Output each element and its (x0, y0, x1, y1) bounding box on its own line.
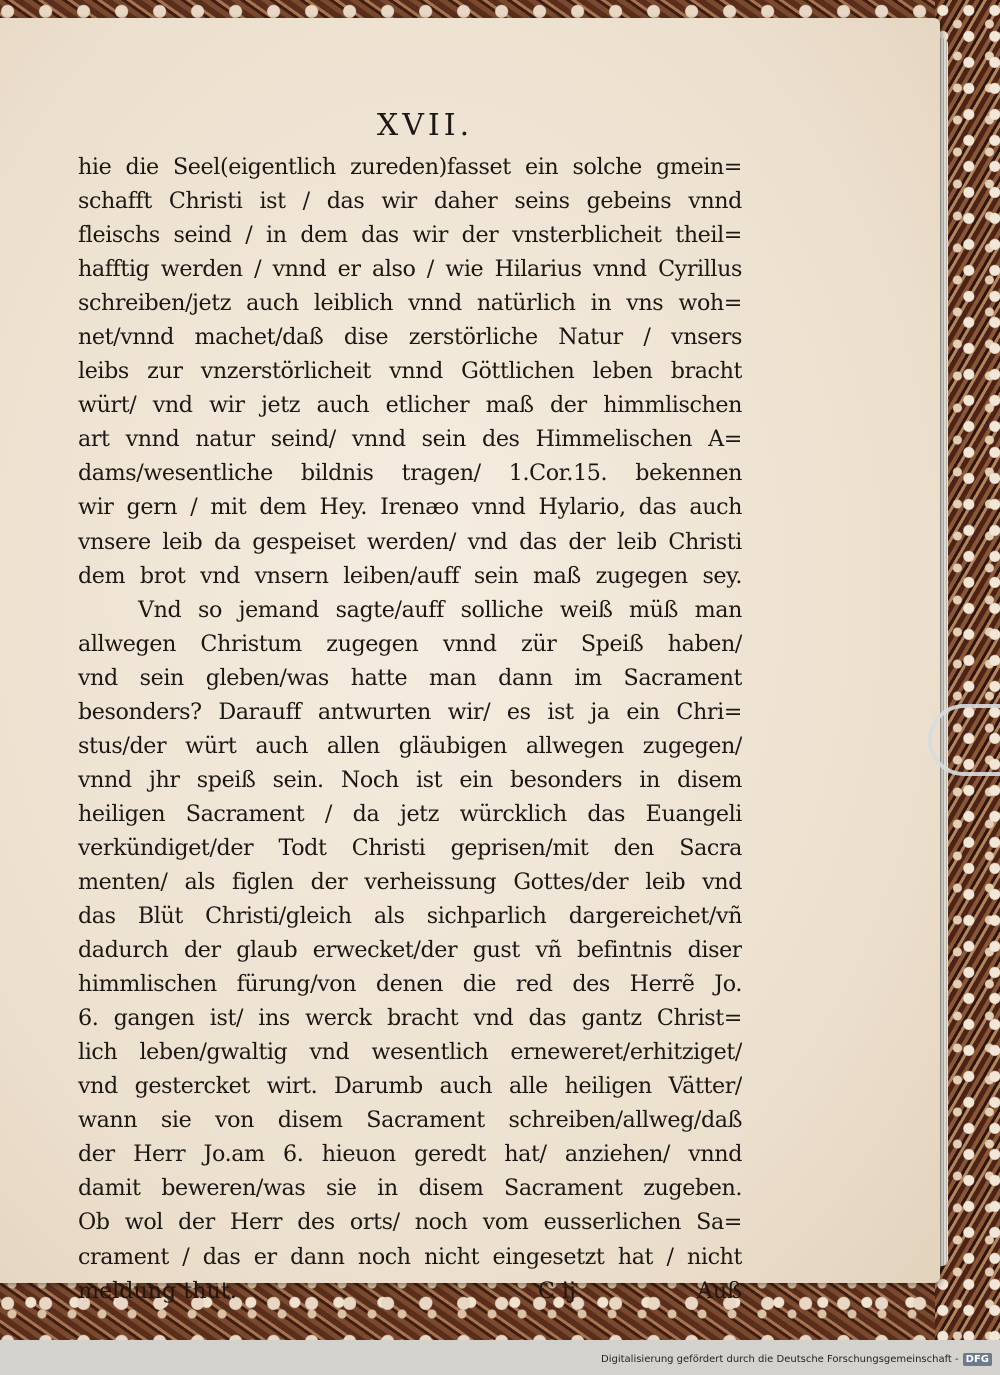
text-line: net/vnnd machet/daß dise zerstörliche Natur / vnsers (78, 324, 742, 351)
text-line: vnsere leib da gespeiset werden/ vnd das der leib Christi (78, 528, 742, 555)
text-line: dams/wesentliche bildnis tragen/ 1.Cor.15. bekennen (78, 460, 742, 487)
footer-credit: Digitalisierung gefördert durch die Deutsche Forschungsgemeinschaft - (601, 1354, 959, 1365)
catchword: Auß (696, 1277, 742, 1304)
text-line: schreiben/jetz auch leiblich vnnd natürlich in vns woh= (78, 290, 742, 317)
text-line: vnd gestercket wirt. Darumb auch alle heiligen Vätter/ (78, 1073, 742, 1100)
text-line: verkündiget/der Todt Christi geprisen/mit den Sacra (78, 834, 742, 861)
text-line: vnnd jhr speiß sein. Noch ist ein besonders in disem (78, 766, 742, 793)
text-lines (78, 150, 742, 1274)
text-line: 6. gangen ist/ ins werck bracht vnd das gantz Christ= (78, 1005, 742, 1032)
text-line: menten/ als figlen der verheissung Gottes/der leib vnd (78, 868, 742, 895)
footer (601, 1353, 992, 1366)
signature-mark: C ij (537, 1277, 576, 1304)
text-line: crament / das er dann noch nicht eingesetzt hat / nicht (78, 1243, 742, 1270)
text-line: leibs zur vnzerstörlicheit vnnd Göttlichen leben bracht (78, 358, 742, 385)
text-line: damit beweren/was sie in disem Sacrament zugeben. (78, 1175, 742, 1202)
text-line: Vnd so jemand sagte/auff solliche weiß müß man (138, 596, 742, 623)
text-line: besonders? Darauff antwurten wir/ es ist ja ein Chri= (78, 698, 742, 725)
text-line: himmlischen fürung/von denen die red des Herrẽ Jo. (78, 971, 742, 998)
text-line: hafftig werden / vnnd er also / wie Hilarius vnnd Cyrillus (78, 256, 742, 283)
text-line: stus/der würt auch allen gläubigen allwegen zugegen/ (78, 732, 742, 759)
text-line: allwegen Christum zugegen vnnd zür Speiß haben/ (78, 630, 742, 657)
text-line: würt/ vnd wir jetz auch etlicher maß der himmlischen (78, 392, 742, 419)
text-line: hie die Seel(eigentlich zureden)fasset ein solche gmein= (78, 154, 742, 180)
paper-clip (928, 704, 1000, 776)
text-line: dadurch der glaub erwecket/der gust vñ befintnis diser (78, 937, 742, 964)
text-line: lich leben/gwaltig vnd wesentlich erneweret/erhitziget/ (78, 1039, 742, 1066)
text-line: vnd sein gleben/was hatte man dann im Sacrament (78, 664, 742, 691)
text-line: dem brot vnd vnsern leiben/auff sein maß zugegen sey. (78, 562, 742, 589)
last-text-line: meldung thut. (78, 1277, 237, 1304)
text-line: Ob wol der Herr des orts/ noch vom eusserlichen Sa= (78, 1209, 742, 1236)
text-line: heiligen Sacrament / da jetz würcklich das Euangeli (78, 800, 742, 827)
page-bottom-line (78, 1274, 742, 1308)
dfg-logo-icon: DFG (963, 1353, 992, 1366)
text-line: fleischs seind / in dem das wir der vnsterblicheit theil= (78, 222, 742, 249)
folio-number: XVII. (376, 108, 474, 143)
text-line: schafft Christi ist / das wir daher seins gebeins vnnd (78, 188, 742, 215)
text-line: der Herr Jo.am 6. hieuon geredt hat/ anziehen/ vnnd (78, 1141, 742, 1168)
text-line: das Blüt Christi/gleich als sichparlich dargereichet/vñ (78, 903, 742, 930)
page-text (78, 108, 742, 1308)
text-line: wann sie von disem Sacrament schreiben/allweg/daß (78, 1107, 742, 1134)
text-line: wir gern / mit dem Hey. Irenæo vnnd Hylario, das auch (78, 494, 742, 521)
text-line: art vnnd natur seind/ vnnd sein des Himmelischen A= (78, 426, 742, 453)
